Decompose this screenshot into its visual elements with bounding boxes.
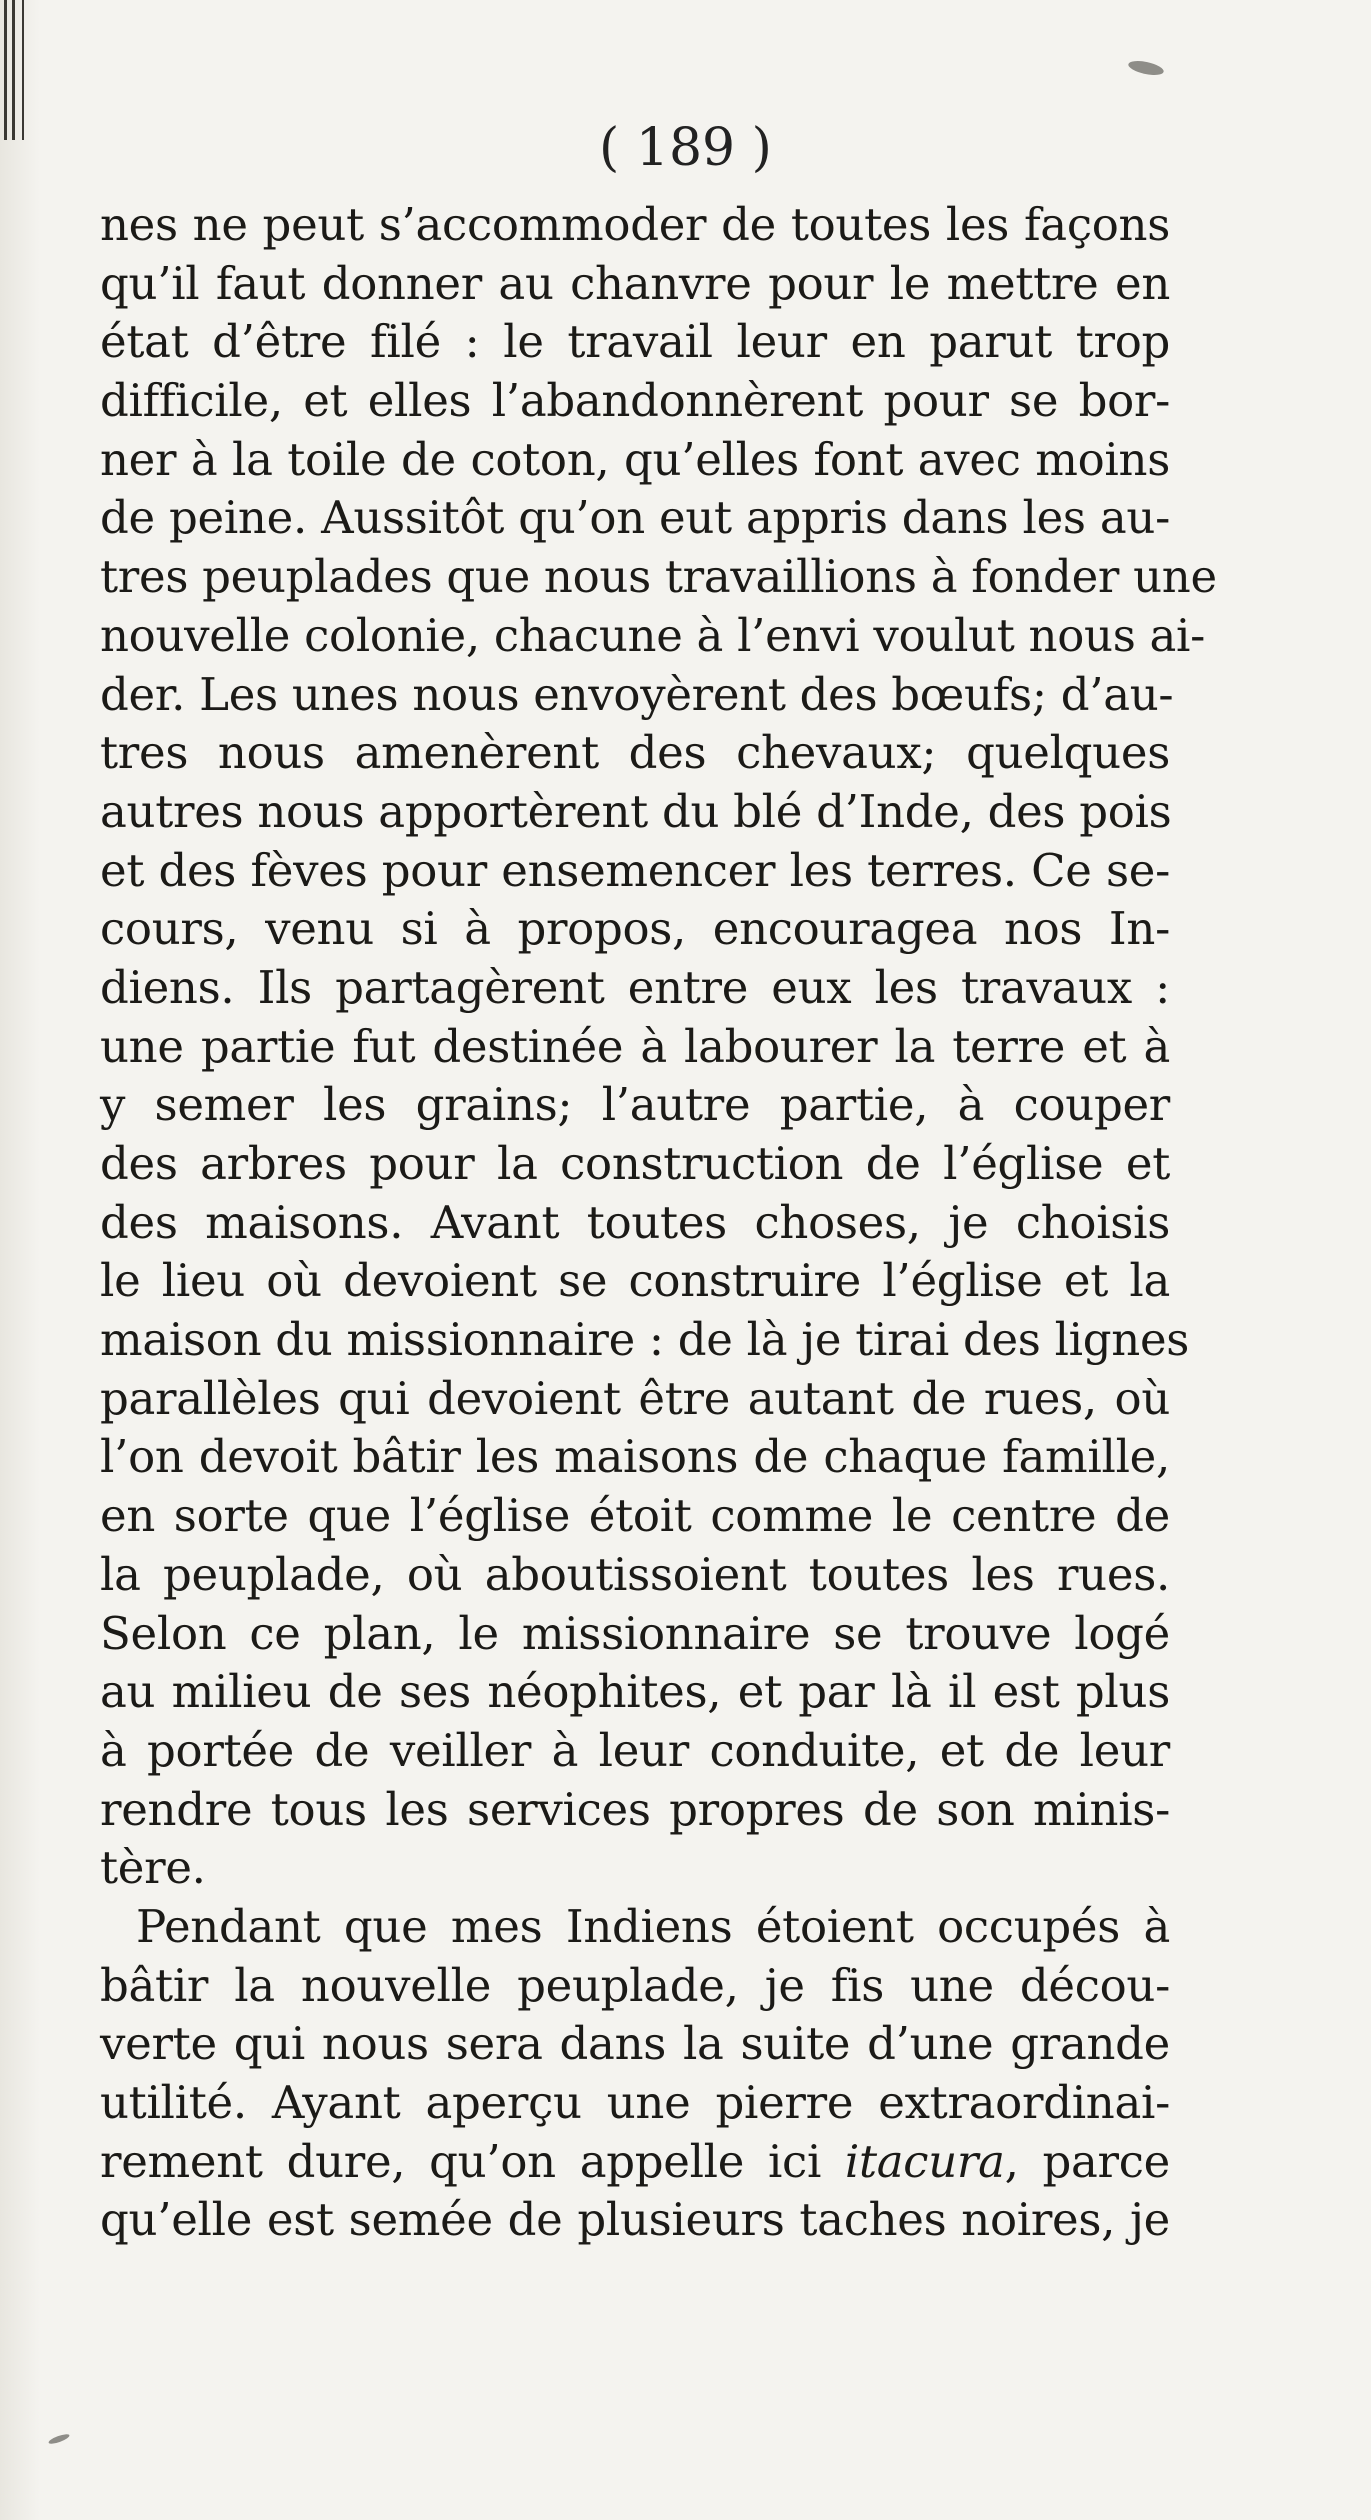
body-text xyxy=(100,196,1217,2250)
text-line: der. Les unes nous envoyèrent des bœufs; d’au- xyxy=(100,667,1174,721)
text-line: Pendant que mes Indiens étoient occupés à xyxy=(136,1899,1170,1953)
text-line: à portée de veiller à leur conduite, et de leur xyxy=(100,1723,1170,1777)
ink-smudge xyxy=(1127,58,1165,77)
text-line: y semer les grains; l’autre partie, à couper xyxy=(100,1078,1170,1132)
text-line: des arbres pour la construction de l’église et xyxy=(100,1137,1170,1190)
text-line: l’on devoit bâtir les maisons de chaque famille, xyxy=(100,1430,1170,1484)
text-line: une partie fut destinée à labourer la terre et à xyxy=(100,1019,1170,1073)
text-line: le lieu où devoient se construire l’église et la xyxy=(100,1254,1170,1308)
binding-gutter xyxy=(0,0,40,2520)
text-line: qu’il faut donner au chanvre pour le mettre en xyxy=(100,256,1170,310)
text-line: nouvelle colonie, chacune à l’envi voulut nous ai- xyxy=(100,608,1206,662)
paragraph-1 xyxy=(100,196,1217,1898)
text-line: utilité. Ayant aperçu une pierre extraordinai- xyxy=(100,2076,1170,2129)
text-line: ner à la toile de coton, qu’elles font avec moins xyxy=(100,432,1170,486)
text-line: en sorte que l’église étoit comme le centre de xyxy=(100,1489,1170,1543)
text-line: état d’être filé : le travail leur en parut trop xyxy=(100,315,1170,369)
text-line: la peuplade, où aboutissoient toutes les rues. xyxy=(100,1547,1170,1601)
ink-smudge xyxy=(48,2432,71,2445)
text-line: tère. xyxy=(100,1841,206,1895)
text-line: des maisons. Avant toutes choses, je choisis xyxy=(100,1195,1170,1249)
text-line: nes ne peut s’accommoder de toutes les façons xyxy=(100,198,1170,251)
text-line: Selon ce plan, le missionnaire se trouve logé xyxy=(100,1606,1170,1660)
text-line: tres peuplades que nous travaillions à fonder une xyxy=(100,550,1217,604)
text-line: au milieu de ses néophites, et par là il est plus xyxy=(100,1665,1170,1719)
text-line: verte qui nous sera dans la suite d’une grande xyxy=(100,2017,1170,2071)
text-line: diens. Ils partagèrent entre eux les travaux : xyxy=(100,960,1170,1014)
text-line: rendre tous les services propres de son minis- xyxy=(100,1782,1170,1836)
text-line: parallèles qui devoient être autant de rues, où xyxy=(100,1371,1170,1425)
paragraph-2 xyxy=(100,1898,1170,2250)
text-line: difficile, et elles l’abandonnèrent pour se bor- xyxy=(100,374,1170,428)
text-line: tres nous amenèrent des chevaux; quelques xyxy=(100,726,1170,780)
text-line: bâtir la nouvelle peuplade, je fis une décou- xyxy=(100,1958,1170,2012)
text-line: cours, venu si à propos, encouragea nos In- xyxy=(100,902,1170,956)
text-line: et des fèves pour ensemencer les terres. Ce se- xyxy=(100,843,1170,897)
text-line: qu’elle est semée de plusieurs taches noires, je xyxy=(100,2193,1170,2247)
text-line: rement dure, qu’on appelle ici itacura, parce xyxy=(100,2134,1170,2188)
italic-term: itacura xyxy=(844,2134,1005,2188)
text-line: de peine. Aussitôt qu’on eut appris dans les au- xyxy=(100,491,1170,545)
page-number: ( 189 ) xyxy=(599,118,772,178)
text-line: maison du missionnaire : de là je tirai des lignes xyxy=(100,1313,1190,1367)
text-line: autres nous apportèrent du blé d’Inde, des pois xyxy=(100,784,1172,838)
